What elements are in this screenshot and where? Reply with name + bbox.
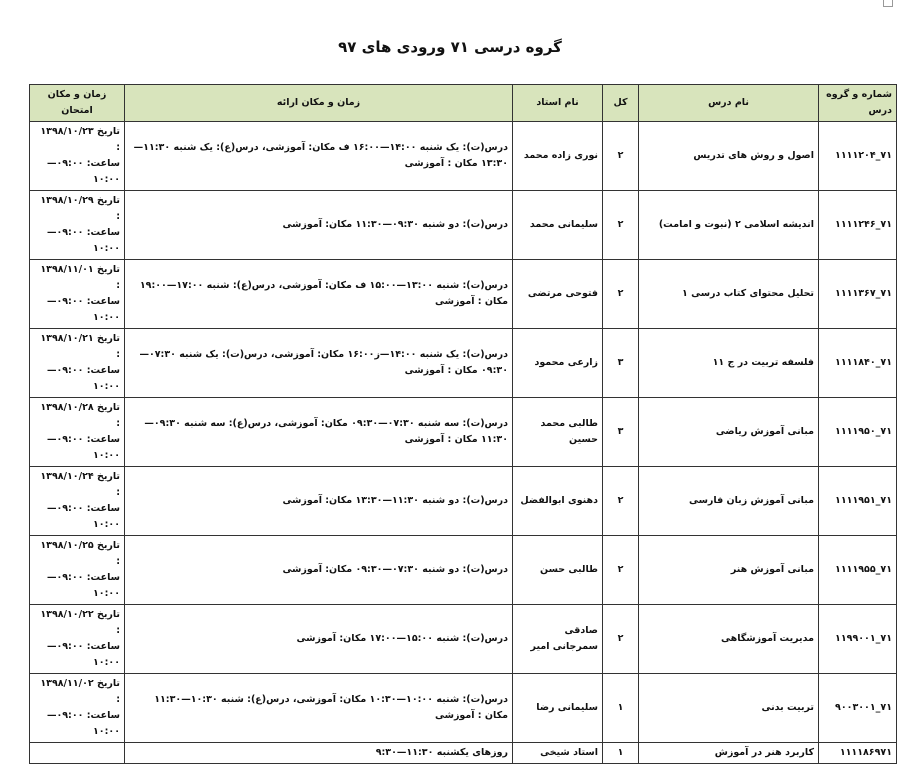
course-name: تحلیل محتوای کتاب درسی ۱ [639, 260, 819, 329]
course-name: مبانی آموزش ریاضی [639, 398, 819, 467]
course-schedule: درس(ت): سه شنبه ۰۷:۳۰—۰۹:۳۰ مکان: آموزشی، درس(ع): سه شنبه ۰۹:۳۰—۱۱:۳۰ مکان : آموزشی [125, 398, 513, 467]
course-name: اندیشه اسلامی ۲ (نبوت و امامت) [639, 191, 819, 260]
exam-date: تاریخ ۱۳۹۸/۱۱/۰۱ : [40, 264, 120, 291]
course-schedule: درس(ت): شنبه ۱۵:۰۰—۱۷:۰۰ مکان: آموزشی [125, 605, 513, 674]
header-code: شماره و گروه درس [819, 85, 897, 122]
teacher-name: دهنوی ابوالفضل [513, 467, 603, 536]
course-schedule-table [29, 84, 897, 764]
exam-info [30, 398, 125, 467]
exam-time: ساعت: ۰۹:۰۰—۱۰:۰۰ [46, 227, 120, 254]
course-name: مدیریت آموزشگاهی [639, 605, 819, 674]
course-units: ۳ [603, 398, 639, 467]
header-exam: زمان و مکان امتحان [30, 85, 125, 122]
table-row [30, 743, 897, 764]
exam-time: ساعت: ۰۹:۰۰—۱۰:۰۰ [46, 365, 120, 392]
exam-time: ساعت: ۰۹:۰۰—۱۰:۰۰ [46, 572, 120, 599]
teacher-name: صادقی سمرجانی امیر [513, 605, 603, 674]
teacher-name: سلیمانی محمد [513, 191, 603, 260]
course-code: ۷۱_۱۱۱۱۹۵۰ [819, 398, 897, 467]
course-name: اصول و روش های تدریس [639, 122, 819, 191]
course-units: ۱ [603, 743, 639, 764]
table-row [30, 122, 897, 191]
exam-time: ساعت: ۰۹:۰۰—۱۰:۰۰ [46, 503, 120, 530]
teacher-name: زارعی محمود [513, 329, 603, 398]
page-title: گروه درسی ۷۱ ورودی های ۹۷ [338, 38, 562, 56]
table-row [30, 191, 897, 260]
teacher-name: استاد شیخی [513, 743, 603, 764]
course-units: ۳ [603, 329, 639, 398]
course-code: ۷۱_۱۱۱۱۹۵۱ [819, 467, 897, 536]
exam-time: ساعت: ۰۹:۰۰—۱۰:۰۰ [46, 296, 120, 323]
table-row [30, 605, 897, 674]
teacher-name: نوری زاده محمد [513, 122, 603, 191]
course-schedule: درس(ت): دو شنبه ۰۹:۳۰—۱۱:۳۰ مکان: آموزشی [125, 191, 513, 260]
exam-time: ساعت: ۰۹:۰۰—۱۰:۰۰ [46, 434, 120, 461]
table-row [30, 260, 897, 329]
course-name: کاربرد هنر در آموزش [639, 743, 819, 764]
course-code: ۷۱_۱۱۹۹۰۰۱ [819, 605, 897, 674]
exam-info [30, 536, 125, 605]
teacher-name: طالبی حسن [513, 536, 603, 605]
exam-date: تاریخ ۱۳۹۸/۱۱/۰۲ : [40, 678, 120, 705]
exam-date: تاریخ ۱۳۹۸/۱۰/۲۳ : [40, 126, 120, 153]
course-name: تربیت بدنی [639, 674, 819, 743]
table-row [30, 398, 897, 467]
exam-date: تاریخ ۱۳۹۸/۱۰/۲۹ : [40, 195, 120, 222]
table-row [30, 674, 897, 743]
teacher-name: سلیمانی رضا [513, 674, 603, 743]
course-units: ۲ [603, 467, 639, 536]
exam-date: تاریخ ۱۳۹۸/۱۰/۲۴ : [40, 471, 120, 498]
course-units: ۲ [603, 191, 639, 260]
exam-info [30, 191, 125, 260]
table-header-row [30, 85, 897, 122]
exam-date: تاریخ ۱۳۹۸/۱۰/۲۲ : [40, 609, 120, 636]
header-units: کل [603, 85, 639, 122]
exam-date: تاریخ ۱۳۹۸/۱۰/۲۵ : [40, 540, 120, 567]
course-units: ۲ [603, 605, 639, 674]
exam-time: ساعت: ۰۹:۰۰—۱۰:۰۰ [46, 710, 120, 737]
exam-date: تاریخ ۱۳۹۸/۱۰/۲۸ : [40, 402, 120, 429]
exam-info [30, 329, 125, 398]
exam-info [30, 743, 125, 764]
header-course: نام درس [639, 85, 819, 122]
course-name: مبانی آموزش زبان فارسی [639, 467, 819, 536]
table-row [30, 536, 897, 605]
table-row [30, 329, 897, 398]
course-schedule: درس(ت): دو شنبه ۱۱:۳۰—۱۳:۳۰ مکان: آموزشی [125, 467, 513, 536]
exam-time: ساعت: ۰۹:۰۰—۱۰:۰۰ [46, 158, 120, 185]
teacher-name: فتوحی مرتضی [513, 260, 603, 329]
exam-date: تاریخ ۱۳۹۸/۱۰/۲۱ : [40, 333, 120, 360]
course-units: ۲ [603, 122, 639, 191]
course-units: ۲ [603, 260, 639, 329]
header-teacher: نام استاد [513, 85, 603, 122]
course-code: ۷۱_۱۱۱۱۳۶۷ [819, 260, 897, 329]
course-code: ۱۱۱۱۸۶۹۷۱ [819, 743, 897, 764]
header-schedule: زمان و مکان ارائه [125, 85, 513, 122]
course-schedule: درس(ت): شنبه ۱۳:۰۰—۱۵:۰۰ ف مکان: آموزشی، درس(ع): شنبه ۱۷:۰۰—۱۹:۰۰ مکان : آموزشی [125, 260, 513, 329]
table-row [30, 467, 897, 536]
exam-time: ساعت: ۰۹:۰۰—۱۰:۰۰ [46, 641, 120, 668]
course-code: ۷۱_۱۱۱۱۸۴۰ [819, 329, 897, 398]
course-code: ۷۱_۱۱۱۱۲۴۶ [819, 191, 897, 260]
exam-info [30, 122, 125, 191]
exam-info [30, 605, 125, 674]
teacher-name: طالبی محمد حسین [513, 398, 603, 467]
course-schedule: درس(ت): شنبه ۱۰:۰۰—۱۰:۳۰ مکان: آموزشی، درس(ع): شنبه ۱۰:۳۰—۱۱:۳۰ مکان : آموزشی [125, 674, 513, 743]
exam-info [30, 467, 125, 536]
course-name: فلسفه تربیت در ج ۱۱ [639, 329, 819, 398]
corner-mark [883, 0, 893, 7]
exam-info [30, 674, 125, 743]
course-schedule: درس(ت): دو شنبه ۰۷:۳۰—۰۹:۳۰ مکان: آموزشی [125, 536, 513, 605]
course-units: ۱ [603, 674, 639, 743]
course-name: مبانی آموزش هنر [639, 536, 819, 605]
course-code: ۷۱_۱۱۱۱۲۰۴ [819, 122, 897, 191]
course-code: ۷۱_۹۰۰۳۰۰۱ [819, 674, 897, 743]
course-units: ۲ [603, 536, 639, 605]
course-schedule: روزهای یکشنبه ۱۱:۳۰—۹:۳۰ [125, 743, 513, 764]
course-code: ۷۱_۱۱۱۱۹۵۵ [819, 536, 897, 605]
exam-info [30, 260, 125, 329]
course-schedule: درس(ت): یک شنبه ۱۴:۰۰—ز۱۶:۰۰ مکان: آموزشی، درس(ت): یک شنبه ۰۷:۳۰—۰۹:۳۰ مکان : آموزشی [125, 329, 513, 398]
course-schedule: درس(ت): یک شنبه ۱۴:۰۰—۱۶:۰۰ ف مکان: آموزشی، درس(ع): یک شنبه ۱۱:۳۰—۱۳:۳۰ مکان : آموزشی [125, 122, 513, 191]
